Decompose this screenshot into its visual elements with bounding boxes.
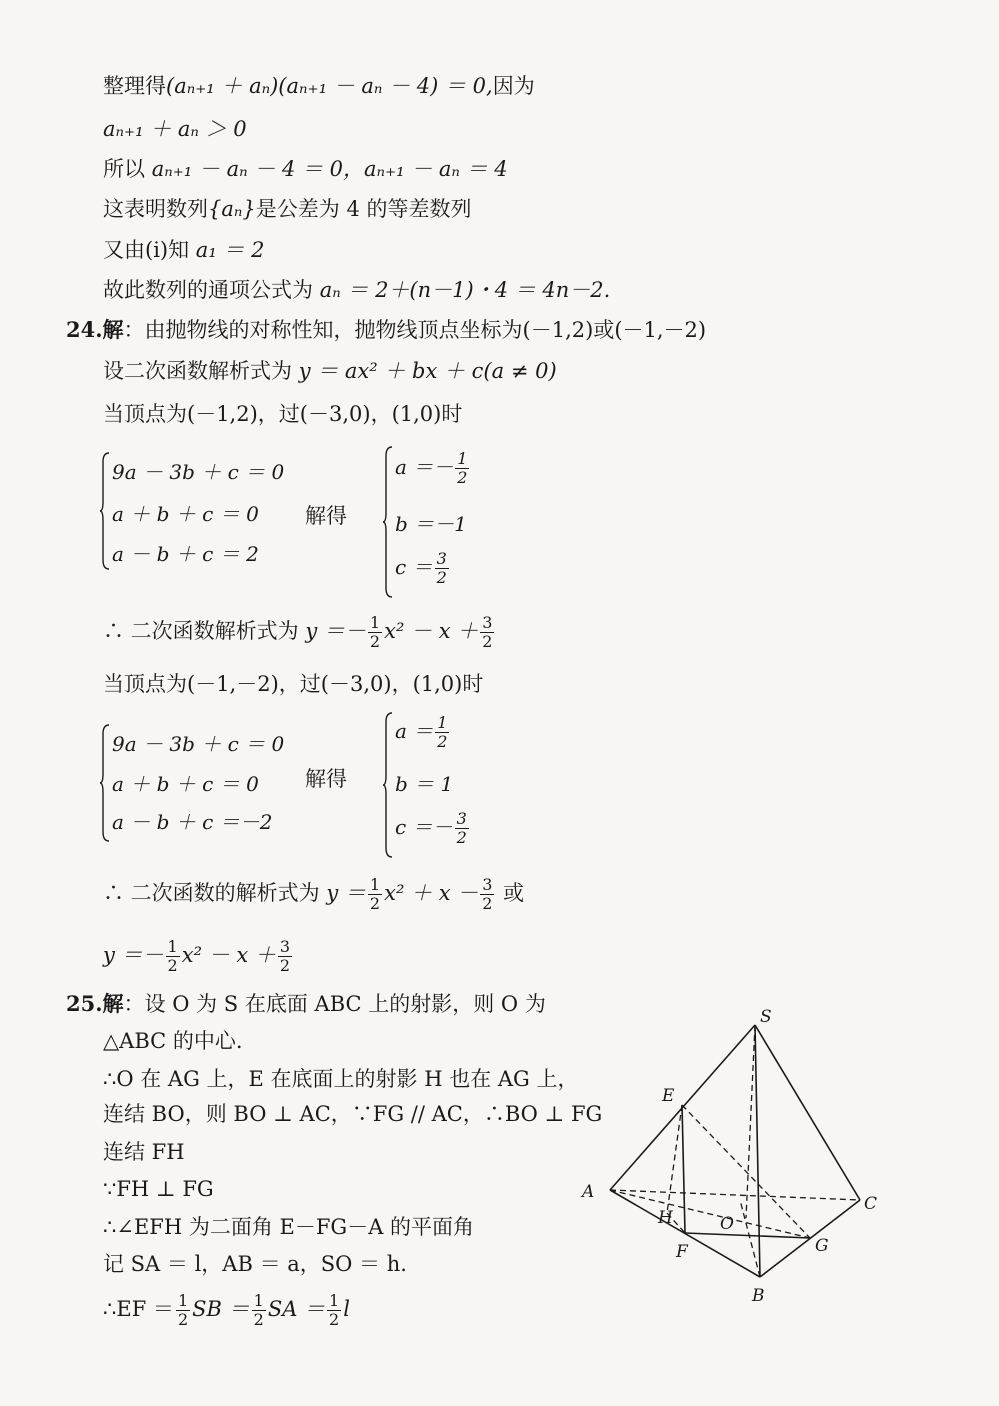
- solution-system-1: [383, 446, 503, 598]
- fraction-half: [176, 1292, 190, 1329]
- text-arithmetic: 是公差为 4 的等差数列: [255, 197, 472, 221]
- brace-icon: [383, 712, 393, 858]
- edge-SC: [755, 1025, 860, 1200]
- problem-24-text-2: 设二次函数解析式为: [103, 359, 292, 383]
- numerator: 1: [177, 1291, 189, 1310]
- solution-1-a-lhs: a ＝－: [395, 455, 454, 479]
- denominator: 2: [482, 894, 493, 913]
- denominator: 2: [437, 732, 448, 751]
- edge-EH-hidden: [667, 1105, 682, 1213]
- numerator: 1: [329, 1291, 340, 1310]
- problem-25-line-1: [66, 990, 546, 1018]
- fraction-threehalf: [480, 876, 494, 913]
- system-1-eq-1: 9a － 3b ＋ c ＝ 0: [112, 460, 285, 484]
- numerator: 3: [482, 613, 493, 632]
- ef-sa: SA ＝: [267, 1297, 326, 1321]
- text-general-formula: 故此数列的通项公式为: [103, 278, 313, 302]
- text-zhebiaoming: 这表明数列: [103, 197, 208, 221]
- problem-25-text-4: 连结 BO，则 BO ⊥ AC，∵FG // AC，∴BO ⊥ FG: [103, 1102, 603, 1126]
- problem-24-line-3: [103, 400, 462, 428]
- denominator: 2: [167, 956, 178, 975]
- text-zhengli: 整理得: [103, 74, 166, 98]
- equation-difference: aₙ₊₁ － aₙ － 4 ＝ 0，aₙ₊₁ － aₙ ＝ 4: [151, 157, 508, 181]
- label-F: F: [676, 1242, 688, 1262]
- label-A: A: [582, 1182, 595, 1202]
- edge-BO-hidden: [740, 1200, 760, 1277]
- fraction-half: [368, 614, 382, 651]
- denominator: 2: [369, 632, 381, 651]
- problem-25-text-5: 连结 FH: [103, 1140, 185, 1164]
- label-O: O: [720, 1214, 734, 1234]
- label-E: E: [662, 1086, 675, 1106]
- edge-EF: [682, 1105, 685, 1233]
- brace-icon: [100, 724, 110, 842]
- equation-sequence: {aₙ}: [208, 197, 256, 221]
- tetrahedron-figure: [570, 995, 890, 1315]
- numerator: 1: [253, 1291, 264, 1310]
- ef-l: l: [343, 1297, 350, 1321]
- numerator: 1: [369, 875, 381, 894]
- equation-quadratic-form: y ＝ ax² ＋ bx ＋ c(a ≠ 0): [298, 359, 557, 383]
- equation-a1: a₁ ＝ 2: [195, 238, 265, 262]
- text-jiede-1: 解得: [305, 504, 347, 528]
- system-1-eq-3: a － b ＋ c ＝ 2: [112, 542, 259, 566]
- text-line-4: [103, 195, 471, 223]
- denominator: 2: [279, 956, 291, 975]
- fraction-threehalf: [278, 938, 292, 975]
- label-H: H: [658, 1208, 673, 1228]
- denominator: 2: [253, 1310, 264, 1329]
- text-line-5: [103, 236, 264, 264]
- denominator: 2: [456, 828, 467, 847]
- problem-24-line-7: [103, 938, 294, 975]
- fraction-threehalf: [480, 614, 494, 651]
- fraction-half: [252, 1292, 266, 1329]
- problem-25-text-6: ∵FH ⊥ FG: [103, 1177, 214, 1201]
- problem-25-solve: 解: [102, 991, 124, 1016]
- label-G: G: [815, 1236, 829, 1256]
- numerator: 1: [369, 613, 381, 632]
- fraction-half: [455, 450, 469, 487]
- text-huo: 或: [503, 881, 525, 905]
- numerator: 1: [167, 937, 178, 956]
- numerator: 3: [456, 809, 467, 828]
- problem-24-text-6: ∴ 二次函数的解析式为: [103, 881, 320, 905]
- problem-25-text-8: 记 SA ＝ l，AB ＝ a，SO ＝ h.: [103, 1252, 407, 1276]
- result-1-mid: x² － x ＋: [384, 619, 479, 643]
- fraction-threehalf: [455, 810, 469, 847]
- solution-2-c-lhs: c ＝－: [395, 815, 453, 839]
- edge-BC: [760, 1200, 860, 1277]
- solution-2-a: [395, 714, 451, 751]
- solution-2-c: [395, 810, 471, 847]
- text-line-6: [103, 276, 610, 304]
- result-3-lhs: y ＝－: [103, 943, 164, 967]
- text-line-3: [103, 155, 508, 183]
- text-line-1: [103, 72, 535, 100]
- problem-25-line-9: [103, 1292, 350, 1329]
- system-2-eq-2: a ＋ b ＋ c ＝ 0: [112, 772, 259, 796]
- result-2-lhs: y ＝: [326, 881, 366, 905]
- system-2-eq-1: 9a － 3b ＋ c ＝ 0: [112, 732, 285, 756]
- result-2-mid: x² ＋ x －: [384, 881, 479, 905]
- problem-25-text-1: ：设 O 为 S 在底面 ABC 上的射影，则 O 为: [123, 992, 546, 1016]
- problem-25-text-9: ∴EF ＝: [103, 1297, 174, 1321]
- text-jiede-2: 解得: [305, 767, 347, 791]
- equation-system-2: [100, 724, 300, 842]
- solution-1-a: [395, 450, 471, 487]
- problem-24-solve: 解: [102, 317, 124, 342]
- problem-24-line-5: [103, 670, 483, 698]
- problem-24-number: 24.: [66, 317, 103, 342]
- fraction-half: [166, 938, 180, 975]
- label-C: C: [864, 1194, 878, 1214]
- numerator: 3: [436, 549, 447, 568]
- edge-EG-hidden: [682, 1105, 810, 1238]
- system-2-eq-3: a － b ＋ c ＝－2: [112, 810, 273, 834]
- problem-24-line-6: [103, 876, 524, 913]
- text-line-2: [103, 115, 247, 143]
- solution-1-b: b ＝－1: [395, 512, 467, 536]
- numerator: 3: [482, 875, 493, 894]
- problem-25-text-2: △ABC 的中心.: [103, 1029, 243, 1053]
- problem-25-number: 25.: [66, 991, 103, 1016]
- text-because: 因为: [492, 74, 535, 98]
- problem-24-text-3: 当顶点为(－1,2)，过(－3,0)，(1,0)时: [103, 402, 463, 426]
- edge-FG: [685, 1233, 810, 1238]
- numerator: 3: [279, 937, 291, 956]
- denominator: 2: [482, 632, 493, 651]
- result-3-mid: x² － x ＋: [181, 943, 276, 967]
- denominator: 2: [436, 568, 447, 587]
- edge-AC-hidden: [610, 1190, 860, 1200]
- text-youyou: 又由(ⅰ)知: [103, 238, 190, 262]
- ef-sb: SB ＝: [192, 1297, 250, 1321]
- fraction-half: [327, 1292, 341, 1329]
- numerator: 1: [437, 713, 448, 732]
- edge-SO-hidden: [746, 1025, 755, 1218]
- result-1-lhs: y ＝－: [305, 619, 366, 643]
- denominator: 2: [369, 894, 381, 913]
- fraction-threehalf: [435, 550, 449, 587]
- equation-system-1: [100, 452, 300, 570]
- fraction-half: [368, 876, 382, 913]
- solution-1-c: [395, 550, 451, 587]
- problem-25-text-3: ∴O 在 AG 上，E 在底面上的射影 H 也在 AG 上，: [103, 1067, 579, 1091]
- label-S: S: [760, 1007, 772, 1027]
- denominator: 2: [329, 1310, 340, 1329]
- solution-1-c-lhs: c ＝: [395, 555, 433, 579]
- brace-icon: [100, 452, 110, 570]
- brace-icon: [383, 446, 393, 598]
- solution-system-2: [383, 712, 503, 858]
- problem-24-line-4: [103, 614, 496, 651]
- edge-SB: [755, 1025, 760, 1277]
- denominator: 2: [177, 1310, 189, 1329]
- solution-2-a-lhs: a ＝: [395, 719, 434, 743]
- equation-general: aₙ ＝ 2＋(n－1)・4 ＝ 4n－2.: [319, 278, 611, 302]
- label-B: B: [752, 1286, 765, 1306]
- fraction-half: [435, 714, 449, 751]
- equation-positive: aₙ₊₁ ＋ aₙ ＞ 0: [103, 117, 247, 141]
- denominator: 2: [457, 468, 468, 487]
- equation-factor: (aₙ₊₁ ＋ aₙ)(aₙ₊₁ － aₙ － 4) ＝ 0,: [166, 74, 493, 98]
- tetrahedron-diagram: [570, 995, 890, 1315]
- problem-24-line-1: [66, 316, 706, 344]
- solution-2-b: b ＝ 1: [395, 772, 454, 796]
- problem-25-text-7: ∴∠EFH 为二面角 E－FG－A 的平面角: [103, 1215, 475, 1239]
- problem-24-text-5: 当顶点为(－1,－2)，过(－3,0)，(1,0)时: [103, 672, 484, 696]
- system-1-eq-2: a ＋ b ＋ c ＝ 0: [112, 502, 259, 526]
- text-suoyi: 所以: [103, 157, 145, 181]
- problem-24-line-2: [103, 357, 557, 385]
- problem-24-text-4: ∴ 二次函数解析式为: [103, 619, 299, 643]
- numerator: 1: [457, 449, 468, 468]
- problem-24-text-1: ：由抛物线的对称性知，抛物线顶点坐标为(－1,2)或(－1,－2): [123, 318, 707, 342]
